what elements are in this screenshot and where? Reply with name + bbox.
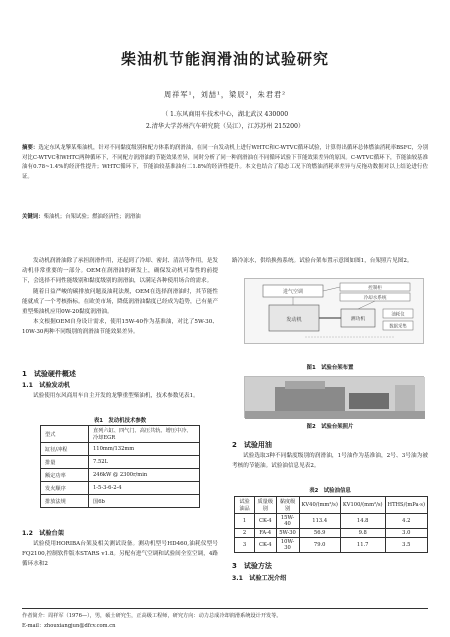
oil-table-header-cell: KV100/(mm²/s)	[340, 497, 385, 514]
keywords-text: 柴油机；台架试验；燃油经济性；润滑油	[43, 214, 141, 220]
oil-table-header-cell: 试验油品	[235, 497, 255, 514]
oil-table-cell: 9.8	[340, 529, 385, 538]
oil-table-cell: CK-4	[255, 514, 277, 529]
diagram-label-0: 进气空调	[282, 289, 304, 295]
spec-label-cell: 排放法规	[41, 495, 89, 508]
author-note: 作者简介：周祥军（1976—），男，硕士研究生，正高级工程师，研究方向：动力总成冷却润滑系统设计开发等。	[22, 613, 282, 619]
figure-1-layout-diagram	[244, 278, 424, 344]
diagram-label-4: 测功机	[350, 317, 366, 322]
figure-2-caption: 图2 试验台架照片	[306, 424, 354, 430]
spec-row	[41, 482, 200, 495]
table-2-caption: 表2 试验油信息	[309, 488, 351, 494]
diagram-connector-2	[323, 287, 340, 291]
intro-block	[22, 256, 218, 338]
oil-paragraph: 试验选取3种不同黏度级别的润滑油，1号油作为基准油，2号、3号油为被考核的节能油。试验油信息见表2。	[232, 453, 428, 470]
abstract	[22, 144, 428, 182]
oil-table-cell: FA-4	[255, 529, 277, 538]
section-heading-1-1: 1.1 试验发动机	[22, 382, 71, 389]
author-email: E-mail：zhouxiangjun@dfcv.com.cn	[22, 623, 116, 629]
oil-table-cell: 3.0	[385, 529, 427, 538]
spec-row	[41, 495, 200, 508]
right-top-text	[232, 256, 428, 266]
spec-label-cell: 额定功率	[41, 469, 89, 482]
section-1-1-text	[22, 391, 218, 401]
photo-engine	[275, 387, 345, 411]
oil-table-cell: CK-4	[255, 538, 277, 553]
paper-title: 柴油机节能润滑油的试验研究	[120, 50, 329, 68]
intro-paragraph-1: 发动机润滑油除了承担润滑作用，还起到了冷却、密封、清洁等作用，是发动机非常重要的一部分。OEM在润滑油的研发上，确保发动机可靠性的前提下，会选择不同性能级别和黏度级别的润滑油，以满足各种使用场合的需求。	[22, 258, 218, 285]
oil-table-header-cell: 黏度级别	[276, 497, 299, 514]
cooling-paragraph: 路冷冻水，供给换热系统。试验台架布置示意图如图1，台架照片见图2。	[232, 258, 413, 264]
spec-row	[41, 426, 200, 443]
diagram-label-6: 数据采集	[389, 324, 407, 330]
diagram-label-2: 冷却水系统	[363, 296, 387, 301]
spec-value-cell: 7.52L	[89, 456, 200, 469]
photo-cabinet	[395, 385, 415, 413]
section-heading-3-1: 3.1 试验工况介绍	[232, 575, 287, 582]
oil-table-header-cell: KV40/(mm²/s)	[299, 497, 340, 514]
spec-value-cell: 1-5-3-6-2-4	[89, 482, 200, 495]
oil-table-cell: 56.9	[299, 529, 340, 538]
author-list: 周祥军¹，刘喆¹，梁辰²，朱君君²	[164, 90, 286, 99]
footnote-divider	[22, 608, 428, 609]
diagram-label-5: 油耗仪	[391, 312, 405, 318]
oil-table-cell: 1	[235, 514, 255, 529]
table-row	[235, 514, 428, 529]
keywords	[22, 212, 428, 220]
table-row	[235, 538, 428, 553]
spec-label-cell: 缸径/冲程	[41, 443, 89, 456]
figure-2-photo	[244, 376, 424, 418]
spec-row	[41, 469, 200, 482]
diagram-label-3: 发动机	[286, 317, 302, 323]
oil-table-cell: 3.5	[385, 538, 427, 553]
oil-table-cell: 5W-30	[276, 529, 299, 538]
test-bench-photo	[245, 377, 425, 419]
spec-value-cell: 直列六缸、四气门、高压共轨、增压中冷、冷却EGR	[89, 426, 200, 443]
section-heading-3: 3 试验方法	[232, 562, 272, 570]
abstract-text: 选定东风龙擎某柴油机，针对不同黏度级别和配方体系的润滑油，在同一台发动机上进行WHTC和C-WTVC循环试验，计算得出循环总体燃油消耗率BSFC，分别对比C-WTVC和WHTC两种循环下，不同配方润滑油的节能效果差异，同时分析了同一种润滑油在不同循环试验下节能效果差异的原因。C-WTVC循环下，节能油较基准油有0.78~1.4%的经济性提升；WHTC循环下，节能油较基准油有二1.8%的经济性提升。本文也结合了稳态工况下的燃油消耗率差异与反拖功数据对以上结论进行佐证。	[22, 145, 428, 180]
spec-label-cell: 排量	[41, 456, 89, 469]
oil-table-cell: 79.0	[299, 538, 340, 553]
oil-info-table	[234, 496, 428, 553]
spec-value-cell: 246kW @ 2300r/min	[89, 469, 200, 482]
spec-label-cell: 型式	[41, 426, 89, 443]
testbed-paragraph: 试验使用HORIBA台架及相关测试设备。测功机型号HD460,油耗仪型号FQ2100,控制软件版本STARS v1.8。另配有进气空调和试验间全室空调，4路循环水和2	[22, 541, 218, 568]
photo-floor	[245, 411, 425, 419]
oil-table-cell: 3	[235, 538, 255, 553]
oil-table-cell: 11.7	[340, 538, 385, 553]
engine-spec-table	[40, 425, 200, 508]
spec-row	[41, 443, 200, 456]
oil-table-header-cell: HTHS/(mPa·s)	[385, 497, 427, 514]
oil-table-header-cell: 质量级别	[255, 497, 277, 514]
spec-value-cell: 110mm/132mm	[89, 443, 200, 456]
oil-table-cell: 2	[235, 529, 255, 538]
keywords-label: 关键词：	[22, 214, 44, 220]
spec-value-cell: 国6b	[89, 495, 200, 508]
affiliation-2: 2.清华大学苏州汽车研究院（吴江），江苏苏州 215200）	[145, 123, 305, 130]
intro-paragraph-3: 本文根据OEM自身设计需求，使用15W-40作为基准油，对比了5W-30、10W-30两种不同级别的润滑油节能效果差异。	[22, 319, 218, 336]
section-heading-2: 2 试验用油	[232, 441, 272, 449]
test-bench-layout-diagram	[245, 279, 425, 345]
engine-paragraph: 试验使用东风商用车自主开发的龙擎重型柴油机，技术参数见表1。	[33, 393, 199, 399]
abstract-label: 摘要：	[22, 145, 39, 151]
table-row	[235, 529, 428, 538]
oil-table-header-row	[235, 497, 428, 514]
oil-table-cell: 10W-30	[276, 538, 299, 553]
photo-dyno	[349, 393, 389, 409]
section-2-text	[232, 451, 428, 471]
diagram-label-1: 控制柜	[368, 286, 382, 291]
oil-table-cell: 4.2	[385, 514, 427, 529]
affiliation-1: （ 1.东风商用车技术中心，湖北武汉 430000	[161, 111, 289, 118]
oil-table-cell: 14.8	[340, 514, 385, 529]
diagram-connector-3	[358, 301, 375, 309]
section-heading-1: 1 试验硬件概述	[22, 370, 76, 378]
section-heading-1-2: 1.2 试验台架	[22, 530, 64, 537]
oil-table-cell: 15W-40	[276, 514, 299, 529]
section-1-2-text	[22, 539, 218, 570]
spec-label-cell: 发火顺序	[41, 482, 89, 495]
intro-paragraph-2: 随着日益严峻的碳排放问题及油耗法规，OEM在选择润滑油时，其节能性能就成了一个考核指标。在欧美市场，降低润滑油黏度已经成为趋势，已有量产重型柴油机应用0W-20黏度润滑油。	[22, 288, 218, 316]
photo-engine-top	[285, 381, 325, 389]
figure-1-caption: 图1 试验台架布置	[306, 365, 354, 371]
table-1-caption: 表1 发动机技术参数	[93, 418, 147, 424]
oil-table-cell: 113.4	[299, 514, 340, 529]
spec-row	[41, 456, 200, 469]
